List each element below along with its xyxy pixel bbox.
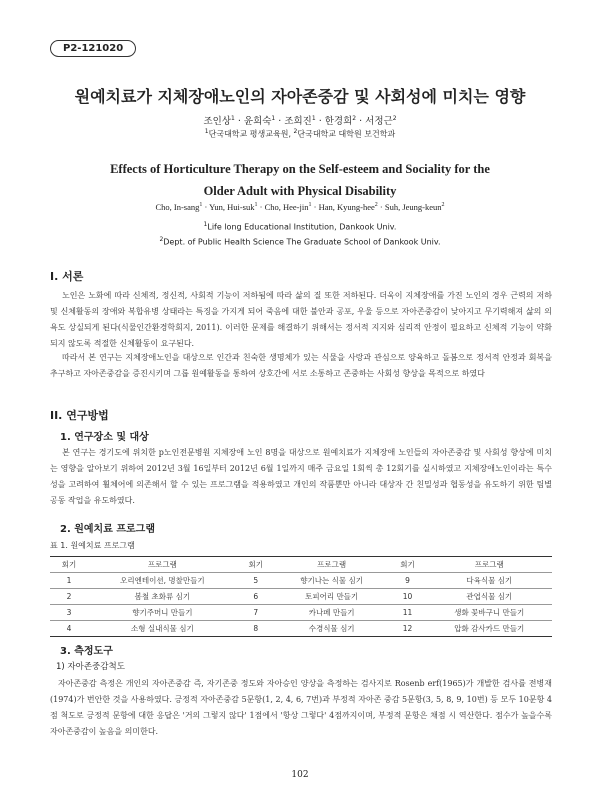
author: Cho, In-sang: [155, 202, 200, 212]
subsection-measures-heading: 3. 측정도구: [60, 646, 113, 657]
table-cell: 다육식물 심기: [427, 573, 552, 589]
table-cell: 5: [237, 573, 275, 589]
korean-authors: 조인상$^1$ · 윤희숙$^1$ · 조희진$^1$ · 한경희$^2$ · 서정근$^2$: [203, 114, 397, 127]
table-cell: 생화 꽃바구니 만들기: [427, 605, 552, 621]
author-sup: 1: [308, 202, 312, 209]
table-cell: 7: [237, 605, 275, 621]
author-sup: 1: [311, 114, 316, 122]
table-cell: 오리엔테이션, 명찰만들기: [88, 573, 237, 589]
author: Cho, Hee-jin: [264, 202, 309, 212]
author-sup: 1: [199, 202, 203, 209]
affil-sup: 2: [159, 235, 164, 243]
english-title-line: Older Adult with Physical Disability: [203, 184, 397, 198]
table-cell: 8: [237, 621, 275, 637]
table-row: [50, 573, 552, 589]
author: 조희진: [284, 116, 312, 127]
author: 윤희숙: [243, 116, 272, 127]
site-paragraph: 본 연구는 경기도에 위치한 p노인전문병원 지체장애 노인 8명을 대상으로 원예치료가 지체장애 노인들의 자아존중감 및 사회성 향상에 미치는 영향을 알아보기 위하여 2012년 3월 16일부터 2012년 6월 1일까지 매주 금요일 1회씩 총 12회기를 실시하였고 지체장애노인이라는 특수성을 고려하여 휠체어에 의존해서 할 수 있는 프로그램을 적용하였고 개인의 작품뿐만 아니라 대상자 간 친밀성과 협동성을 유도하기 위한 팀별 공동 작업을 유도하였다.: [50, 448, 552, 505]
author: 서정근: [365, 116, 393, 127]
introduction-paragraph-1: 노인은 노화에 따라 신체적, 정신적, 사회적 기능이 저하됨에 따라 삶의 질 또한 저하된다. 더욱이 지체장애를 가진 노인의 경우 근력의 저하 및 신체활동의 장애와 복합유병 상태라는 특징을 가지게 되어 죽음에 대한 불안과 공포, 우울 등으로 자아존중감이 낮아지고 무기력해져 삶의 의욕도 상실되게 된다(식물인간환경학회지, 2011). 이러한 문제를 해결하기 위해서는 정서적 지지와 심리적 안정이 필요하고 신체적 기능이 약화되지 않도록 적절한 신체활동이 요구된다.: [50, 291, 552, 348]
author: Suh, Jeung-keun: [384, 202, 442, 212]
table-header-row: [50, 557, 552, 573]
affiliation: Dept. of Public Health Science The Graduate School of Dankook Univ.: [163, 237, 441, 247]
affiliation: 단국대학교 대학원 보건학과: [297, 129, 396, 139]
table-cell: 6: [237, 589, 275, 605]
section-introduction-heading: I. 서론: [50, 270, 84, 283]
table-cell: 11: [389, 605, 427, 621]
table-header: 프로그램: [427, 557, 552, 573]
table-cell: 2: [50, 589, 88, 605]
table-header: 회기: [237, 557, 275, 573]
author-sup: 2: [392, 114, 397, 122]
table-cell: 4: [50, 621, 88, 637]
english-title-line: Effects of Horticulture Therapy on the Self-esteem and Sociality for the: [110, 162, 490, 176]
affil-sup: 1: [204, 128, 209, 135]
table-row: [50, 621, 552, 637]
self-esteem-scale-heading: 1) 자아존중감척도: [56, 662, 125, 672]
author: Yun, Hui-suk: [209, 202, 255, 212]
measures-paragraph: 자아존중감 측정은 개인의 자아존중감 즉, 자기존중 정도와 자아승인 양상을 측정하는 검사지로 Rosenb erf(1965)가 개발한 검사를 전병재(1974)가 번안한 것을 사용하였다. 긍정적 자아존중감 5문항(1, 2, 4, 6, 7번)과 부정적 자아존 중감 5문항(3, 5, 8, 9, 10번) 등 모두 10문항 4점 척도로 긍정적 문항에 대한 응답은 '거의 그렇지 않다' 1점에서 '항상 그렇다' 4점까지이며, 부정적 문항은 채점 시 역산한다. 점수가 높을수록 자아존중감이 높음을 의미한다.: [50, 679, 552, 736]
author-sup: 2: [374, 202, 378, 209]
table-cell: 관엽식물 심기: [427, 589, 552, 605]
table-cell: 카나페 만들기: [275, 605, 389, 621]
table-cell: 토피어리 만들기: [275, 589, 389, 605]
table-cell: 9: [389, 573, 427, 589]
table-cell: 3: [50, 605, 88, 621]
table-header: 프로그램: [88, 557, 237, 573]
section-methods-heading: II. 연구방법: [50, 409, 109, 422]
table-row: [50, 605, 552, 621]
table-cell: 10: [389, 589, 427, 605]
table-cell: 소형 실내식물 심기: [88, 621, 237, 637]
table-cell: 12: [389, 621, 427, 637]
korean-title: 원예치료가 지체장애노인의 자아존중감 및 사회성에 미치는 영향: [74, 87, 526, 106]
page-number: 102: [291, 770, 309, 780]
table-cell: 압화 감사카드 만들기: [427, 621, 552, 637]
author-sup: 2: [441, 202, 445, 209]
program-table: [50, 556, 552, 637]
affiliation: 단국대학교 평생교육원,: [208, 129, 294, 139]
korean-affiliations: [0, 128, 600, 140]
subsection-site-heading: 1. 연구장소 및 대상: [60, 432, 149, 443]
author: 조인상: [203, 116, 231, 127]
table-cell: 봄철 초화류 심기: [88, 589, 237, 605]
english-affiliations: [0, 219, 600, 248]
table-header: 회기: [50, 557, 88, 573]
author-sup: 1: [254, 202, 258, 209]
table-cell: 향기나는 식물 심기: [275, 573, 389, 589]
affiliation: Life long Educational Institution, Dankook Univ.: [207, 222, 397, 232]
table-header: 프로그램: [275, 557, 389, 573]
table-caption: 표 1. 원예치료 프로그램: [50, 541, 135, 550]
author: Han, Kyung-hee: [318, 202, 375, 212]
table-row: [50, 589, 552, 605]
table-header: 회기: [389, 557, 427, 573]
introduction-paragraph-2: 따라서 본 연구는 지체장애노인을 대상으로 인간과 친숙한 생명체가 있는 식물을 사랑과 관심으로 양육하고 돌봄으로 정서적 안정과 회복을 추구하고 자아존중감을 증진시키며 그룹 원예활동을 통하여 상호간에 서로 소통하고 존중하는 사회성 향상을 목적으로 하였다: [50, 353, 552, 378]
table-cell: 수경식물 심기: [275, 621, 389, 637]
author-sup: 2: [352, 114, 357, 122]
table-cell: 1: [50, 573, 88, 589]
subsection-program-heading: 2. 원예치료 프로그램: [60, 524, 155, 535]
author-sup: 1: [231, 114, 235, 122]
affil-sup: 1: [203, 221, 208, 228]
english-title: [0, 158, 600, 202]
paper-id-badge: P2-121020: [50, 40, 136, 57]
affil-sup: 2: [293, 128, 298, 135]
table-cell: 향기주머니 만들기: [88, 605, 237, 621]
author: 한경희: [324, 116, 353, 127]
english-authors: Cho, In-sang$^1$ · Yun, Hui-suk$^1$ · Cho, Hee-jin$^1$ · Han, Kyung-hee$^2$ · Suh, Jeung-keun$^2$: [155, 202, 445, 212]
author-sup: 1: [271, 114, 276, 122]
